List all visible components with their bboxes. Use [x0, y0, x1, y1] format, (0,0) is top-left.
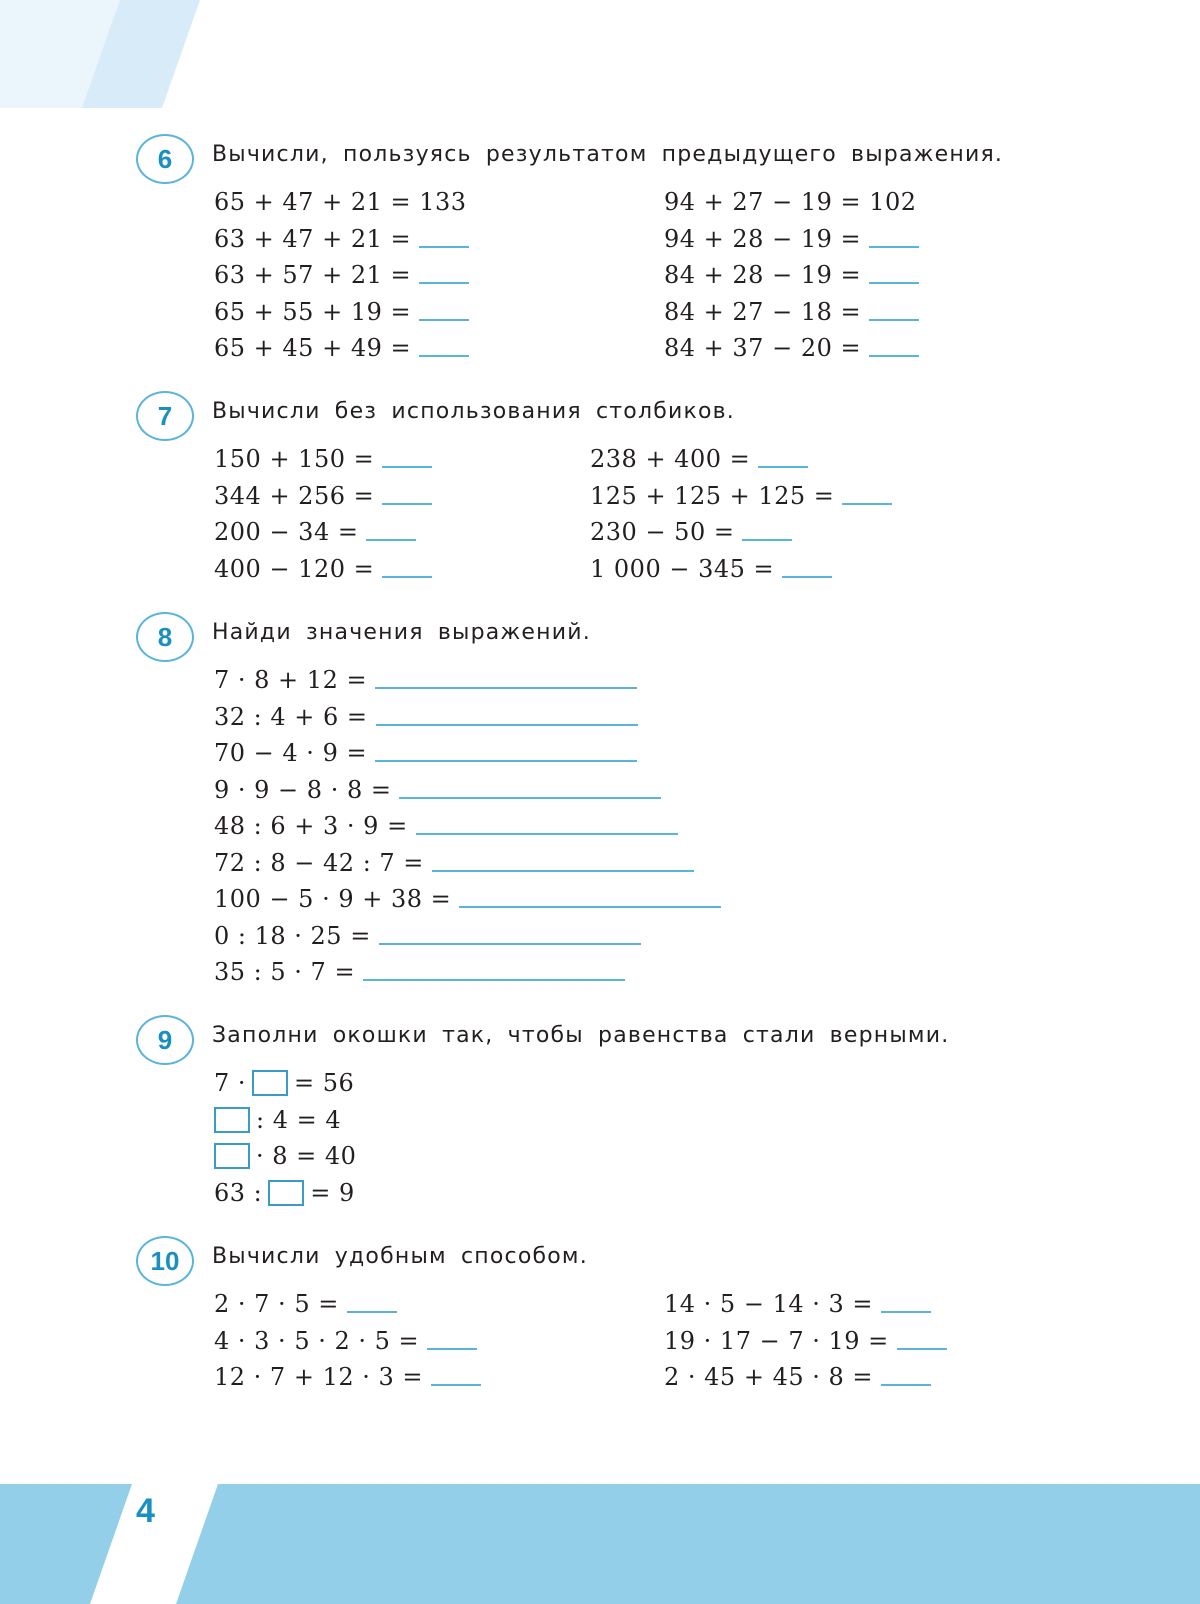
answer-blank[interactable] [427, 1328, 477, 1350]
left-column [214, 1286, 481, 1396]
expression: 63 + 57 + 21 = [214, 261, 412, 289]
answer-blank[interactable] [379, 923, 641, 945]
expression: 200 − 34 = [214, 518, 359, 546]
answer-blank[interactable] [742, 519, 792, 541]
expression-row [214, 330, 469, 367]
right-column [664, 184, 919, 367]
expression-row [590, 478, 892, 515]
expression: 19 · 17 − 7 · 19 = [664, 1326, 889, 1355]
expression-row [214, 514, 432, 551]
expression-row [214, 1286, 481, 1323]
task-prompt: Найди значения выражений. [212, 620, 591, 645]
expression-row [214, 772, 721, 809]
answer-blank[interactable] [382, 446, 432, 468]
expression-row [214, 735, 721, 772]
answer-blank[interactable] [347, 1291, 397, 1313]
expression: 65 + 45 + 49 = [214, 334, 412, 362]
answer-blank[interactable] [897, 1328, 947, 1350]
task-number-badge: 9 [136, 1015, 194, 1065]
answer-blank[interactable] [431, 1364, 481, 1386]
page-number: 4 [136, 1492, 155, 1530]
expression-row [214, 699, 721, 736]
answer-blank[interactable] [419, 335, 469, 357]
expression-row [664, 294, 919, 331]
expression: 65 + 55 + 19 = [214, 297, 412, 326]
right-column [664, 1286, 947, 1396]
expression: 150 + 150 = [214, 445, 375, 473]
expression-row [214, 808, 721, 845]
task-prompt: Вычисли удобным способом. [212, 1244, 588, 1269]
answer-blank[interactable] [376, 704, 638, 726]
expression: 4 · 3 · 5 · 2 · 5 = [214, 1326, 420, 1355]
answer-blank[interactable] [432, 850, 694, 872]
expression-row [214, 441, 432, 478]
expression: 84 + 37 − 20 = [664, 334, 862, 362]
task-8 [0, 612, 1200, 1002]
expression-row [214, 551, 432, 588]
answer-blank[interactable] [881, 1291, 931, 1313]
expression: 94 + 28 − 19 = [664, 224, 862, 253]
expression-row [664, 1323, 947, 1360]
expression: 65 + 47 + 21 = 133 [214, 188, 467, 216]
task-prompt: Вычисли без использования столбиков. [212, 399, 735, 424]
expression-row [214, 845, 721, 882]
expression-row [664, 221, 919, 258]
expression: 1 000 − 345 = [590, 554, 775, 583]
answer-blank[interactable] [419, 226, 469, 248]
expression-row [664, 1359, 947, 1396]
expression: 84 + 28 − 19 = [664, 261, 862, 289]
task-number-badge: 6 [136, 134, 194, 184]
answer-blank[interactable] [375, 667, 637, 689]
footer-band [0, 1484, 1200, 1604]
expression-row [214, 257, 469, 294]
expression: 0 : 18 · 25 = [214, 921, 371, 950]
answer-blank[interactable] [382, 483, 432, 505]
answer-box[interactable] [214, 1143, 250, 1169]
expression-row [214, 954, 721, 991]
answer-box[interactable] [214, 1107, 250, 1133]
expression: 2 · 45 + 45 · 8 = [664, 1363, 873, 1391]
answer-box[interactable] [268, 1180, 304, 1206]
left-column [214, 184, 469, 367]
answer-blank[interactable] [366, 519, 416, 541]
expression-row [214, 918, 721, 955]
expression: 72 : 8 − 42 : 7 = [214, 848, 424, 877]
task-10 [0, 1236, 1200, 1406]
equation-row [214, 1065, 356, 1102]
task-number-badge: 10 [136, 1236, 194, 1286]
expression-row [214, 1359, 481, 1396]
expression-row [590, 514, 892, 551]
equation-left: 7 · [214, 1069, 247, 1097]
task-7 [0, 391, 1200, 591]
expression: 100 − 5 · 9 + 38 = [214, 885, 452, 913]
answer-blank[interactable] [842, 483, 892, 505]
equation-right: = 9 [310, 1178, 355, 1207]
equation-right: = 56 [294, 1069, 355, 1097]
task-number-badge: 8 [136, 612, 194, 662]
equation-row [214, 1102, 356, 1139]
task-number-badge: 7 [136, 391, 194, 441]
answer-blank[interactable] [869, 335, 919, 357]
answer-blank[interactable] [869, 226, 919, 248]
expression-row [214, 478, 432, 515]
answer-blank[interactable] [758, 446, 808, 468]
expression: 125 + 125 + 125 = [590, 481, 835, 510]
expression: 344 + 256 = [214, 481, 375, 510]
left-column [214, 662, 721, 991]
answer-blank[interactable] [881, 1364, 931, 1386]
expression-row [214, 881, 721, 918]
expression-row [214, 184, 469, 221]
task-6 [0, 134, 1200, 364]
expression-row [664, 257, 919, 294]
answer-blank[interactable] [399, 777, 661, 799]
equation-row [214, 1175, 356, 1212]
expression-row [214, 221, 469, 258]
expression: 70 − 4 · 9 = [214, 739, 368, 767]
answer-blank[interactable] [419, 262, 469, 284]
equation-left: 63 : [214, 1178, 263, 1207]
expression: 2 · 7 · 5 = [214, 1290, 339, 1318]
expression: 12 · 7 + 12 · 3 = [214, 1363, 423, 1391]
left-column [214, 441, 432, 587]
left-column [214, 1065, 356, 1211]
expression: 48 : 6 + 3 · 9 = [214, 812, 408, 840]
corner-decoration [0, 0, 200, 108]
answer-box[interactable] [252, 1070, 288, 1096]
equation-right: · 8 = 40 [256, 1142, 357, 1170]
answer-blank[interactable] [416, 813, 678, 835]
answer-blank[interactable] [419, 299, 469, 321]
expression: 400 − 120 = [214, 554, 375, 583]
expression: 14 · 5 − 14 · 3 = [664, 1290, 873, 1318]
expression: 230 − 50 = [590, 518, 735, 546]
expression: 238 + 400 = [590, 445, 751, 473]
expression: 94 + 27 − 19 = 102 [664, 188, 917, 216]
expression-row [664, 330, 919, 367]
equation-right: : 4 = 4 [256, 1105, 342, 1134]
answer-blank[interactable] [869, 299, 919, 321]
expression: 63 + 47 + 21 = [214, 224, 412, 253]
task-prompt: Заполни окошки так, чтобы равенства стали верными. [212, 1023, 950, 1048]
expression-row [590, 441, 892, 478]
answer-blank[interactable] [375, 740, 637, 762]
expression: 32 : 4 + 6 = [214, 702, 368, 731]
task-9 [0, 1015, 1200, 1215]
answer-blank[interactable] [363, 959, 625, 981]
expression-row [214, 662, 721, 699]
expression-row [590, 551, 892, 588]
expression: 84 + 27 − 18 = [664, 297, 862, 326]
answer-blank[interactable] [869, 262, 919, 284]
answer-blank[interactable] [382, 556, 432, 578]
right-column [590, 441, 892, 587]
task-prompt: Вычисли, пользуясь результатом предыдущего выражения. [212, 142, 1004, 167]
expression-row [664, 184, 919, 221]
answer-blank[interactable] [782, 556, 832, 578]
expression: 35 : 5 · 7 = [214, 958, 356, 986]
expression: 7 · 8 + 12 = [214, 666, 368, 694]
answer-blank[interactable] [459, 886, 721, 908]
equation-row [214, 1138, 356, 1175]
expression-row [214, 1323, 481, 1360]
expression-row [214, 294, 469, 331]
expression-row [664, 1286, 947, 1323]
expression: 9 · 9 − 8 · 8 = [214, 775, 392, 804]
